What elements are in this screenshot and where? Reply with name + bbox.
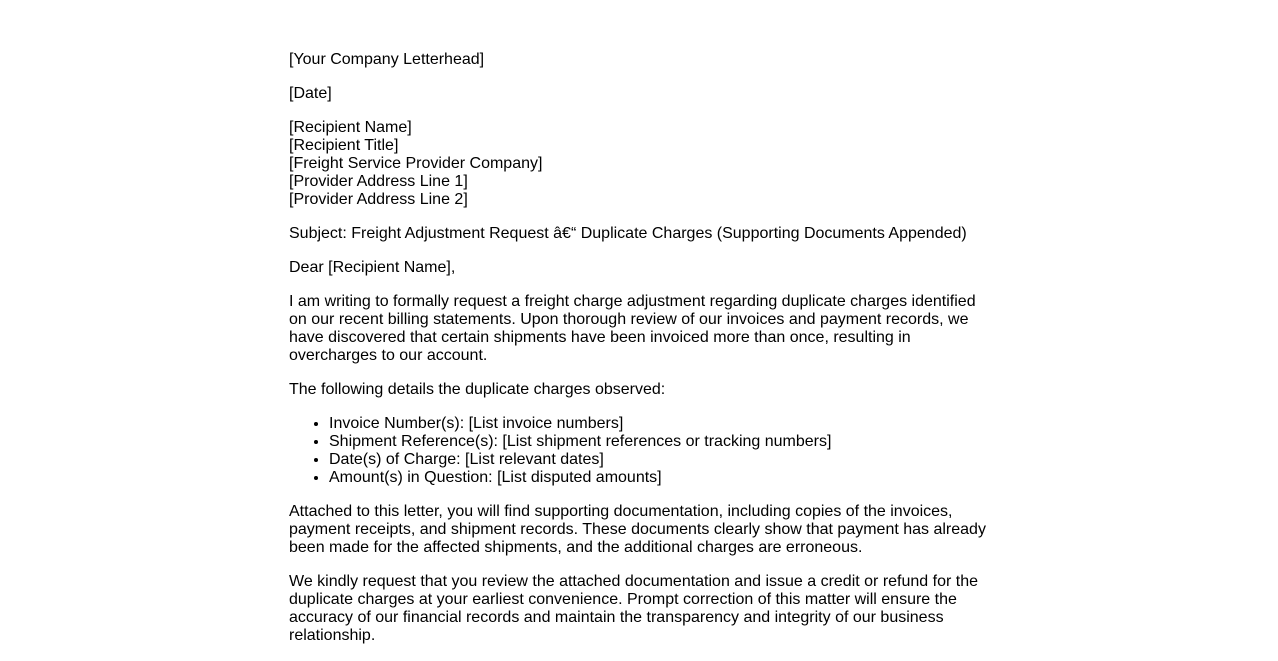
recipient-name: [Recipient Name] [289,119,412,136]
list-item: • Date(s) of Charge: [List relevant dates] [329,451,994,469]
duplicate-charges-list [289,415,994,487]
request-paragraph: We kindly request that you review the attached documentation and issue a credit or refund for the duplicate charges at your earliest convenience. Prompt correction of this matter will ensure the accuracy of our financial records and maintain the transparency and integrity of our business relationship. [289,573,978,644]
recipient-address-line-2: [Provider Address Line 2] [289,191,468,208]
date-text: [Date] [289,85,332,102]
salutation-text: Dear [Recipient Name], [289,259,456,276]
letter-date [289,85,994,103]
subject-text: Subject: Freight Adjustment Request â€“ Duplicate Charges (Supporting Documents Appended) [289,225,967,242]
list-item: • Invoice Number(s): [List invoice numbers] [329,415,994,433]
letterhead-text: [Your Company Letterhead] [289,51,485,68]
letter-body [289,51,994,661]
list-item: • Shipment Reference(s): [List shipment references or tracking numbers] [329,433,994,451]
subject-line [289,225,994,243]
details-intro-paragraph: The following details the duplicate charges observed: [289,381,666,398]
letterhead [289,51,994,69]
list-item: • Amount(s) in Question: [List disputed amounts] [329,469,994,487]
intro-paragraph: I am writing to formally request a freight charge adjustment regarding duplicate charges identified on our recent billing statements. Upon thorough review of our invoices and payment records, we have discovered that certain shipments have been invoiced more than once, resulting in overcharges to our account. [289,293,976,364]
recipient-address-line-1: [Provider Address Line 1] [289,173,468,190]
salutation [289,259,994,277]
recipient-title: [Recipient Title] [289,137,399,154]
attachments-paragraph: Attached to this letter, you will find supporting documentation, including copies of the invoices, payment receipts, and shipment records. These documents clearly show that payment has already been made for the affected shipments, and the additional charges are erroneous. [289,503,986,556]
recipient-company: [Freight Service Provider Company] [289,155,543,172]
recipient-address-block [289,119,994,209]
